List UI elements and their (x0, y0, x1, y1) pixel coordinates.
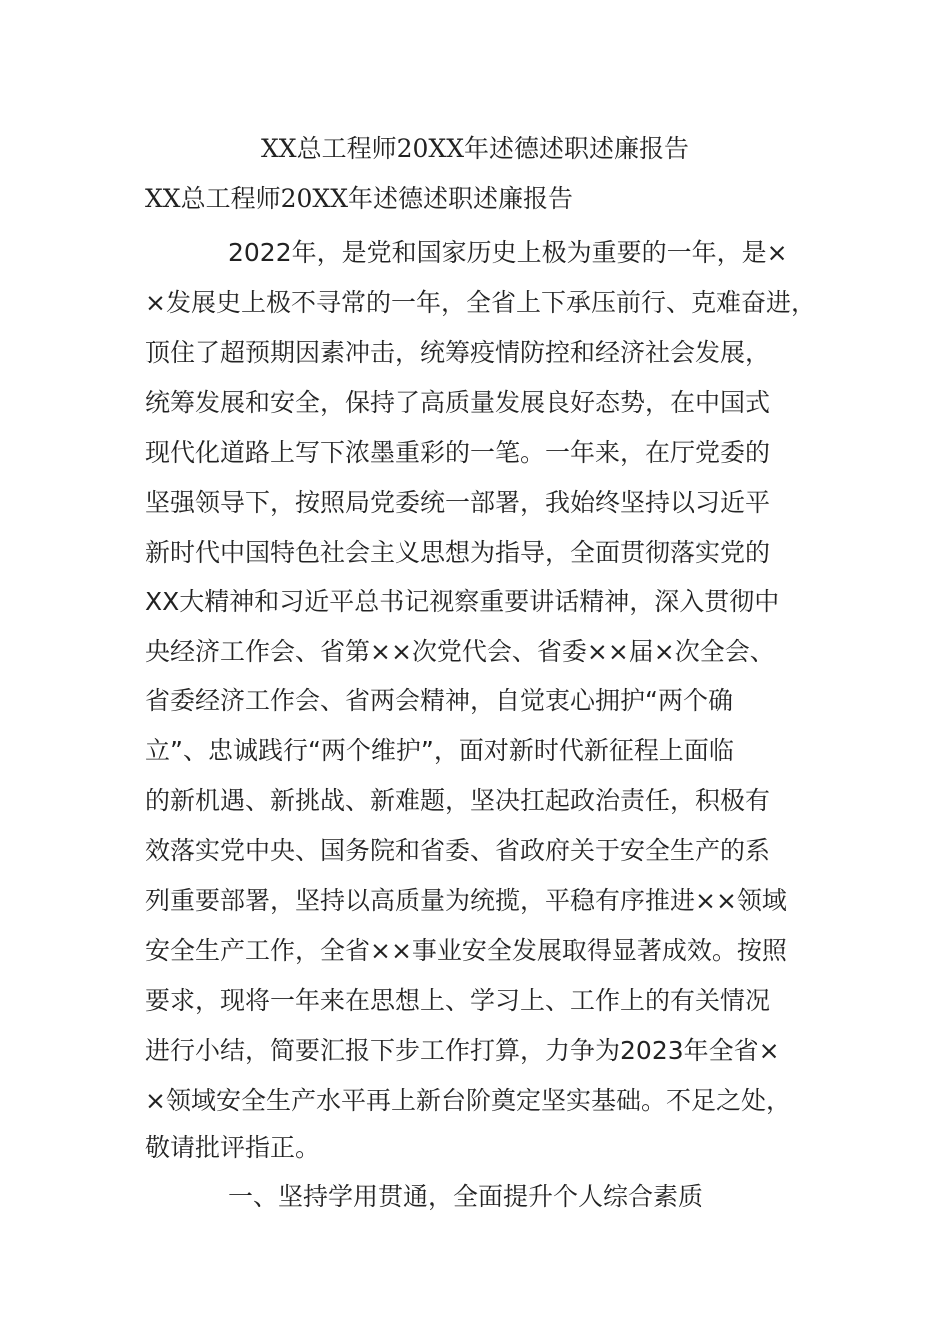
paragraph-line: 立”、忠诚践行“两个维护”，面对新时代新征程上面临 (145, 736, 734, 765)
section-heading: 一、坚持学用贯通，全面提升个人综合素质 (228, 1182, 704, 1211)
document-subtitle: XX总工程师20XX年述德述职述廉报告 (145, 184, 574, 213)
paragraph-line: ×领域安全生产水平再上新台阶奠定坚实基础。不足之处， (145, 1086, 791, 1115)
paragraph-line: 安全生产工作，全省××事业安全发展取得显著成效。按照 (145, 936, 787, 965)
paragraph-line: 坚强领导下，按照局党委统一部署，我始终坚持以习近平 (145, 488, 771, 517)
paragraph-line: 列重要部署，坚持以高质量为统揽，平稳有序推进××领域 (145, 886, 787, 915)
paragraph-line: 统筹发展和安全，保持了高质量发展良好态势，在中国式 (145, 388, 771, 417)
paragraph-line: 效落实党中央、国务院和省委、省政府关于安全生产的系 (145, 836, 771, 865)
paragraph-line: 新时代中国特色社会主义思想为指导，全面贯彻落实党的 (145, 538, 771, 567)
paragraph-line: 要求，现将一年来在思想上、学习上、工作上的有关情况 (145, 986, 771, 1015)
paragraph-line: 央经济工作会、省第××次党代会、省委××届×次全会、 (145, 637, 775, 666)
paragraph-line: XX大精神和习近平总书记视察重要讲话精神，深入贯彻中 (145, 587, 780, 616)
paragraph-line: 的新机遇、新挑战、新难题，坚决扛起政治责任，积极有 (145, 786, 771, 815)
paragraph-line: 敬请批评指正。 (145, 1133, 321, 1162)
paragraph-line: 省委经济工作会、省两会精神，自觉衷心拥护“两个确 (145, 686, 733, 715)
document-title: XX总工程师20XX年述德述职述廉报告 (260, 134, 689, 163)
paragraph-line: ×发展史上极不寻常的一年，全省上下承压前行、克难奋进， (145, 288, 816, 317)
paragraph-line: 顶住了超预期因素冲击，统筹疫情防控和经济社会发展， (145, 338, 771, 367)
paragraph-line: 现代化道路上写下浓墨重彩的一笔。一年来，在厅党委的 (145, 438, 771, 467)
paragraph-line: 进行小结，简要汇报下步工作打算，力争为2023年全省× (145, 1036, 780, 1065)
paragraph-line: 2022年，是党和国家历史上极为重要的一年，是× (228, 238, 788, 267)
